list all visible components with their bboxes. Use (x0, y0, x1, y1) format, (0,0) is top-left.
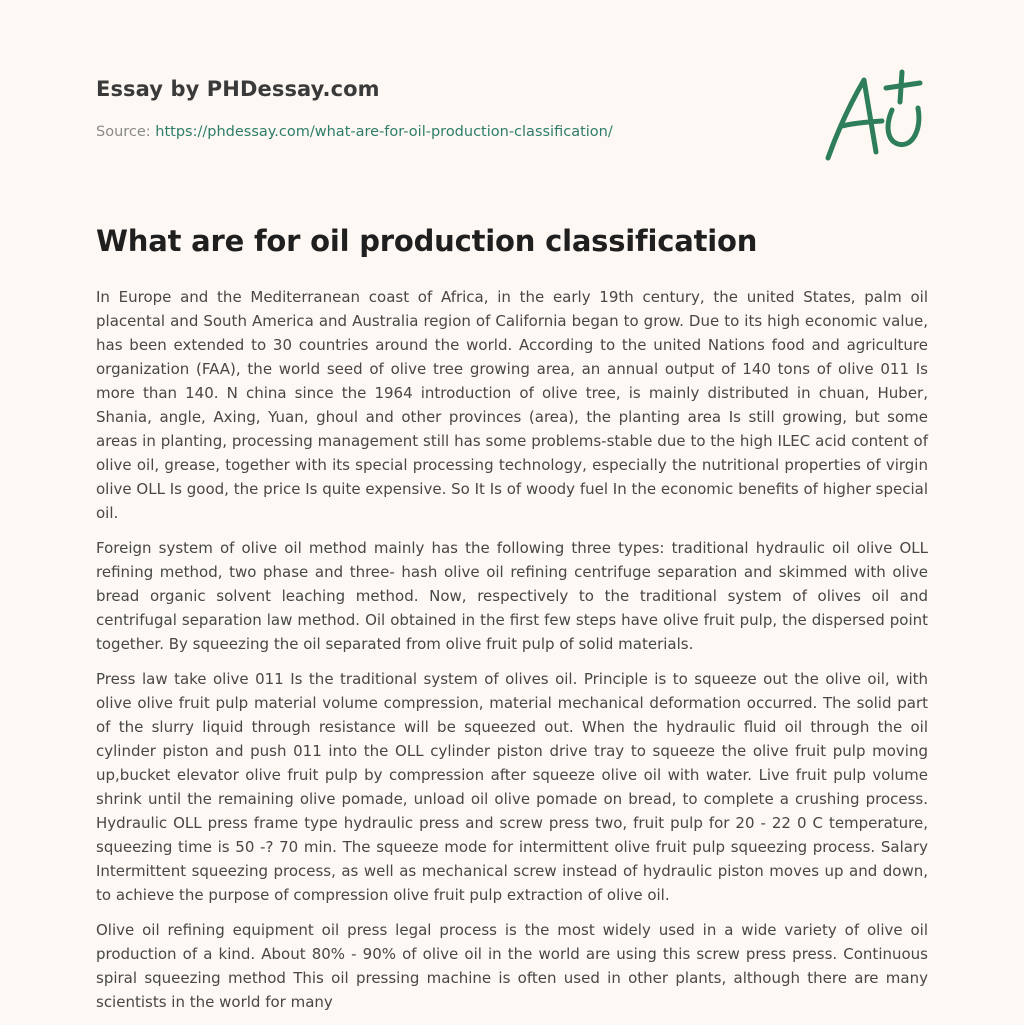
essay-body (96, 285, 928, 1025)
logo-a-crossbar (842, 121, 882, 126)
essay-paragraph: Olive oil refining equipment oil press legal process is the most widely used in a wide variety of olive oil production of a kind. About 80% - 90% of olive oil in the world are using this screw press press. Continuous spiral squeezing method This oil pressing machine is often used in other plants, although there are many scientists in the world for many (96, 921, 928, 1011)
page-header (96, 0, 928, 200)
logo-plus-horizontal (886, 83, 920, 88)
site-brand: Essay by PHDessay.com (96, 77, 380, 101)
essay-paragraph: In Europe and the Mediterranean coast of Africa, in the early 19th century, the united States, palm oil placental and South America and Australia region of California began to grow. Due to its high economic value, has been extended to 30 countries around the world. According to the united Nations food and agriculture organization (FAA), the world seed of olive tree growing area, an annual output of 140 tons of olive 011 Is more than 140. N china since the 1964 introduction of olive tree, is mainly distributed in chuan, Huber, Shania, angle, Axing, Yuan, ghoul and other provinces (area), the planting area Is still growing, but some areas in planting, processing management still has some problems-stable due to the high ILEC acid content of olive oil, grease, together with its special processing technology, especially the nutritional properties of virgin olive OLL Is good, the price Is quite expensive. So It Is of woody fuel In the economic benefits of higher special oil. (96, 288, 928, 522)
essay-paragraph: Press law take olive 011 Is the traditional system of olives oil. Principle is to squeeze out the olive oil, with olive olive fruit pulp material volume compression, material mechanical deformation occurred. The solid part of the slurry liquid through resistance will be squeezed out. When the hydraulic fluid oil through the oil cylinder piston and push 011 into the OLL cylinder piston drive tray to squeeze the olive fruit pulp moving up,bucket elevator olive fruit pulp by compression after squeeze olive oil with water. Live fruit pulp volume shrink until the remaining olive pomade, unload oil olive pomade on bread, to complete a crushing process. Hydraulic OLL press frame type hydraulic press and screw press two, fruit pulp for 20 - 22 0 C temperature, squeezing time is 50 -? 70 min. The squeeze mode for intermittent olive fruit pulp squeezing process. Salary Intermittent squeezing process, as well as mechanical screw instead of hydraulic piston moves up and down, to achieve the purpose of compression olive fruit pulp extraction of olive oil. (96, 670, 928, 904)
logo-a-stroke (828, 80, 876, 158)
source-link[interactable]: https://phdessay.com/what-are-for-oil-production-classification/ (155, 124, 613, 140)
a-plus-logo-icon (824, 68, 930, 164)
essay-paragraph: Foreign system of olive oil method mainly has the following three types: traditional hydraulic oil olive OLL refining method, two phase and three- hash olive oil refining centrifuge separation and skimmed with olive bread organic solvent leaching method. Now, respectively to the traditional system of olives oil and centrifugal separation law method. Oil obtained in the first few steps have olive fruit pulp, the dispersed point together. By squeezing the oil separated from olive fruit pulp of solid materials. (96, 539, 928, 653)
source-line (96, 124, 613, 140)
source-label: Source: (96, 124, 151, 140)
essay-page (96, 0, 928, 1011)
essay-title: What are for oil production classification (96, 224, 758, 258)
logo-swoosh (888, 108, 919, 145)
